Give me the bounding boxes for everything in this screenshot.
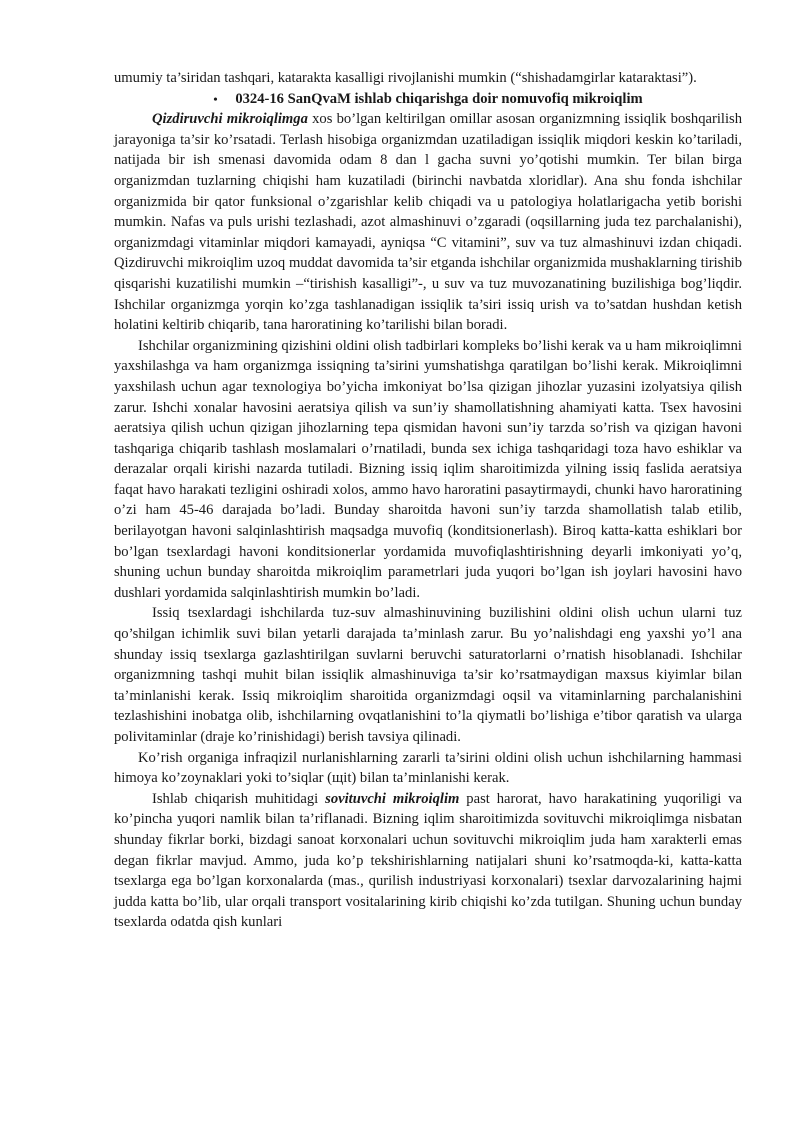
paragraph-heating-microclimate: [114, 109, 742, 336]
term-heating-microclimate: Qizdiruvchi mikroiqlimga: [152, 111, 308, 128]
term-cooling-microclimate: sovituvchi mikroiqlim: [325, 790, 460, 807]
paragraph-eye-protection: Ko’rish organiga infraqizil nurlanishlarning zararli ta’sirini oldini olish uchun ishchilarning hammasi himoya ko’zoynaklari yoki to’siqlar (щit) bilan ta’minlanishi kerak.: [114, 749, 742, 787]
paragraph-cooling-microclimate: [114, 789, 742, 933]
paragraph-prevention-measures: Ishchilar organizmining qizishini oldini olish tadbirlari kompleks bo’lishi kerak va u ham mikroiqlimni yaxshilashga va ham organizmga issiqning ta’sirini yumshatishga qaratilgan bo’lishi kerak. Mikroiqlimni yaxshilash uchun agar texnologiya bo’yicha imkoniyat bo’lsa qizigan jihozlar yuzasini izolyatsiya qilish zarur. Ishchi xonalar havosini aeratsiya qilish va sun’iy shamollatishning ahamiyati katta. Tsex havosini aeratsiya qilish uchun qizigan jihozlarning tepa qismidan havoni sun’iy tarzda so’rish va qizigan havoni tashqariga chiqarib tashlash moslamalari o’rnatiladi, bunda sex ichiga tashqaridagi toza havo eshiklar va derazalar orqali kirishi nazarda tutiladi. Bizning issiq iqlim sharoitimizda yilning issiq faslida aeratsiya faqat havo harakati tezligini oshiradi xolos, ammo havo haroratini pasaytirmaydi, chunki havo haroratining o’zi ham 45-46 darajada bo’ladi. Bunday sharoitda havoni sun’iy tarzda shamollatish talab etilib, berilayotgan havoni salqinlashtirish maqsadga muvofiq (konditsionerlash). Biroq katta-katta eshiklari bor bo’lgan tsexlardagi havoni konditsionerlar yordamida muvofiqlashtirishning deyarli imkoniyati yo’q, shuning uchun bunday sharoitda mikroiqlim parametrlari juda yuqori bo’lgan ish joylari havosini havo dushlari yordamida salqinlashtirish mumkin bo’ladi.: [114, 337, 742, 601]
paragraph-continuation: umumiy ta’siridan tashqari, katarakta kasalligi rivojlanishi mumkin (“shishadamgirlar kataraktasi”).: [114, 70, 697, 86]
document-body: [114, 68, 742, 933]
section-heading: [114, 89, 742, 110]
paragraph-text: Ishlab chiqarish muhitidagi: [152, 790, 326, 807]
paragraph-text: past harorat, havo harakatining yuqoriligi va ko’pincha yuqori namlik bilan ta’riflanadi. Bizning iqlim sharoitimizda sovituvchi mikroiqlimga nisbatan shunday fikrlar borki, bizdagi sanoat korxonalari uchun sovituvchi mikroiqlim juda ham xarakterli emas degan fikrlar mavjud. Ammo, juda ko’p tekshirishlarning natijalari shuni ko’rsatmoqda-ki, katta-katta tsexlarga ega bo’lgan korxonalarda (mas., qurilish industriyasi korxonalari) tsexlar darvozalarining hajmi judda katta bo’lib, ular orqali transport vositalarining kirib chiqishi ko’zda tutilgan. Shuning uchun bunday tsexlarda odatda qish kunlari: [114, 790, 743, 931]
section-heading-text: 0324-16 SanQvaM ishlab chiqarishga doir nomuvofiq mikroiqlim: [235, 90, 643, 107]
paragraph-text: xos bo’lgan keltirilgan omillar asosan organizmning issiqlik boshqarilish jarayoniga ta’sir ko’rsatadi. Terlash hisobiga organizmdan uzatiladigan issiqlik miqdori keskin ko’tariladi, natijada bir ish smenasi davomida odam 8 dan l gacha suvni yo’qotishi mumkin. Ter bilan birga organizmdan tuzlarning chiqishi ham kuzatiladi (birinchi navbatda xloridlar). Ana shu fonda ishchilar organizmida bir qator funksional o’zgarishlar kelib chiqadi va u patologiya holatlarigacha yetib borishi mumkin. Nafas va puls urishi tezlashadi, azot almashinuvi o’zgaradi (oqsillarning juda tez parchalanishi), organizmdagi vitaminlar miqdori kamayadi, ayniqsa “C vitamini”, suv va tuz almashinuvi izdan chiqadi. Qizdiruvchi mikroiqlim uzoq muddat davomida ta’sir etganda ishchilar organizmida mushaklarning tirishib qisqarishi kuzatilishi mumkin –“tirishish kasalligi”-, u suv va tuz muvozanatining buzilishiga bog’liqdir. Ishchilar organizmga yorqin ko’zga tashlanadigan issiqlik ta’siri issiq urish va to’satdan hushdan ketish holatini keltirib chiqarib, tana haroratining ko’tarilishi bilan boradi.: [114, 111, 742, 334]
bullet-icon: •: [213, 91, 218, 106]
paragraph-salt-water: Issiq tsexlardagi ishchilarda tuz-suv almashinuvining buzilishini oldini olish uchun ularni tuz qo’shilgan ichimlik suvi bilan yetarli darajada ta’minlash zarur. Bu yo’nalishdagi eng yaxshi yo’l ana shunday issiq tsexlarga gazlashtirilgan suvlarni beruvchi saturatorlarni o’rnatish hisoblanadi. Ishchilar organizmning tashqi muhit bilan issiqlik almashinuviga ta’sir ko’rsatmaydigan maxsus kiyimlar bilan ta’minlanishi kerak. Issiq mikroiqlim sharoitida organizmdagi oqsil va vitaminlarning parchalanishini tezlashishini inobatga olib, ishchilarning ovqatlanishini to’la qiymatli bo’lishiga e’tibor qaratish va ularga polivitaminlar (draje ko’rinishidagi) berish tavsiya qilinadi.: [114, 605, 742, 745]
